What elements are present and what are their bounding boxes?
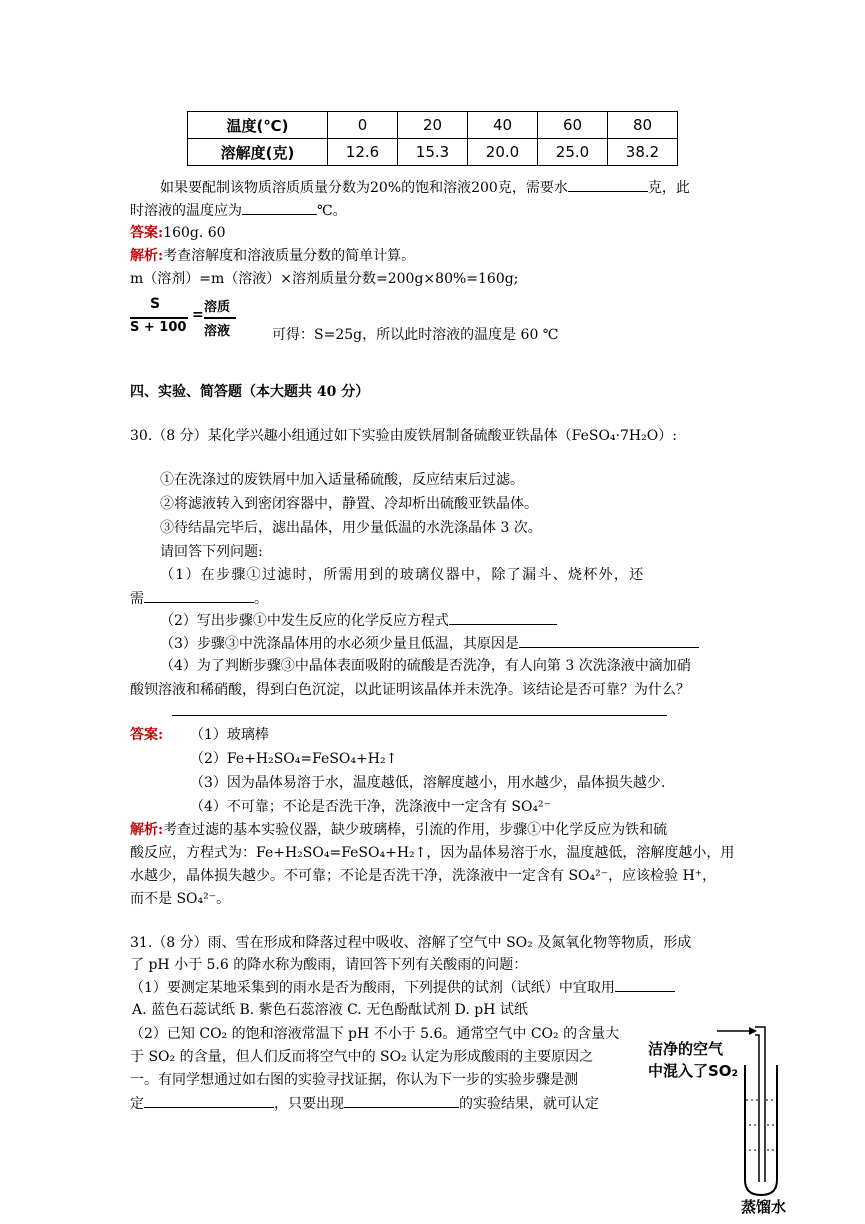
answer-blank[interactable] (568, 177, 648, 192)
frac-numerator-s: S (150, 296, 161, 312)
equals-sign: = (192, 307, 204, 323)
q31-line7: 一。有同学想通过如右图的实验寻找证据，你认为下一步的实验步骤是测 (130, 1072, 578, 1088)
test-tube-apparatus-diagram (645, 1000, 805, 1200)
q30-part2: （2）写出步骤①中发生反应的化学反应方程式 (160, 610, 557, 631)
answer-blank[interactable] (449, 610, 557, 625)
q30-answer-label: 答案: (130, 727, 164, 743)
q29-line2: 时溶液的温度应为 ℃。 (130, 200, 347, 221)
q31-line3: （1）要测定某地采集到的雨水是否为酸雨，下列提供的试剂（试纸）中宜取用 (130, 977, 675, 998)
diagram-label-distilled-water: 蒸馏水 (741, 1198, 787, 1216)
q29-line1: 如果要配制该物质溶质质量分数为20%的饱和溶液200克，需要水 克，此 (160, 177, 690, 198)
q30-analysis-line2: 酸反应，方程式为：Fe+H₂SO₄=FeSO₄+H₂↑，因为晶体易溶于水，温度越低，溶解度越小，用 (130, 845, 735, 861)
solubility-fraction-formula (130, 296, 240, 340)
q30-analysis-line1: 解析:考查过滤的基本实验仪器，缺少玻璃棒，引流的作用，步骤①中化学反应为铁和硫 (130, 822, 668, 838)
answer-blank[interactable] (615, 977, 675, 992)
q30-part3: （3）步骤③中洗涤晶体用的水必须少量且低温，其原因是 (160, 633, 699, 654)
q30-analysis-line3: 水越少，晶体损失越少。不可靠；不论是否洗干净，洗涤液中一定含有 SO₄²⁻，应该检验 H⁺， (130, 868, 717, 884)
experiment-diagram (645, 1000, 805, 1215)
table-cell: 60 (538, 112, 608, 139)
q31-line6: 于 SO₂ 的含量，但人们反而将空气中的 SO₂ 认定为形成酸雨的主要原因之 (130, 1049, 594, 1065)
table-cell: 0 (328, 112, 398, 139)
fraction-bar (204, 317, 236, 319)
table-cell: 20 (398, 112, 468, 139)
q29-conclusion: 可得：S=25g，所以此时溶液的温度是 60 ℃ (272, 327, 559, 343)
q30-answer2: （2）Fe+H₂SO₄=FeSO₄+H₂↑ (190, 751, 398, 767)
q30-part4: （4）为了判断步骤③中晶体表面吸附的硫酸是否洗净，有人向第 3 次洗涤液中滴加硝 (160, 658, 691, 674)
diagram-label-clean-air: 洁净的空气 (648, 1040, 724, 1058)
table-cell: 20.0 (468, 139, 538, 166)
solubility-table (187, 111, 678, 166)
answer-blank[interactable] (242, 200, 317, 215)
answer-blank-line[interactable] (172, 715, 667, 716)
q30-step3: ③待结晶完毕后，滤出晶体，用少量低温的水洗涤晶体 3 次。 (160, 520, 542, 536)
frac-solution: 溶液 (204, 324, 231, 339)
q30-part4-line2: 酸钡溶液和稀硝酸，得到白色沉淀，以此证明该晶体并未洗净。该结论是否可靠？为什么？ (130, 682, 690, 698)
frac-solute: 溶质 (204, 300, 231, 315)
fraction-bar (130, 317, 188, 319)
table-header-solubility: 溶解度(克) (188, 139, 328, 166)
q31-line5: （2）已知 CO₂ 的饱和溶液常温下 pH 不小于 5.6。通常空气中 CO₂ 的含量大 (130, 1026, 620, 1042)
frac-denominator: S + 100 (130, 320, 187, 335)
table-row (188, 112, 678, 139)
answer-blank[interactable] (519, 633, 699, 648)
q30-answer1: （1）玻璃棒 (190, 727, 269, 743)
q31-line1: 31.（8 分）雨、雪在形成和降落过程中吸收、溶解了空气中 SO₂ 及氮氧化物等物质，形成 (130, 935, 692, 951)
q31-line8: 定 ，只要出现 的实验结果，就可认定 (130, 1093, 599, 1114)
q30-step2: ②将滤液转入到密闭容器中，静置、冷却析出硫酸亚铁晶体。 (160, 496, 538, 512)
table-row (188, 139, 678, 166)
table-cell: 12.6 (328, 139, 398, 166)
table-cell: 80 (608, 112, 678, 139)
q30-intro: 30.（8 分）某化学兴趣小组通过如下实验由废铁屑制备硫酸亚铁晶体（FeSO₄·7H₂O）: (130, 428, 677, 444)
q30-answer4: （4）不可靠；不论是否洗干净，洗涤液中一定含有 SO₄²⁻ (190, 799, 552, 815)
q29-formula: m（溶剂）=m（溶液）×溶剂质量分数=200g×80%=160g; (130, 271, 519, 287)
q31-line2: 了 pH 小于 5.6 的降水称为酸雨，请回答下列有关酸雨的问题： (130, 957, 528, 973)
table-cell: 25.0 (538, 139, 608, 166)
q30-step1: ①在洗涤过的废铁屑中加入适量稀硫酸，反应结束后过滤。 (160, 472, 524, 488)
table-cell: 38.2 (608, 139, 678, 166)
q30-part1: （1）在步骤①过滤时，所需用到的玻璃仪器中，除了漏斗、烧杯外，还 (160, 567, 645, 583)
table-cell: 40 (468, 112, 538, 139)
q29-answer: 答案:160g. 60 (130, 225, 226, 241)
answer-blank[interactable] (344, 1093, 459, 1108)
table-cell: 15.3 (398, 139, 468, 166)
q31-options: A. 蓝色石蕊试纸 B. 紫色石蕊溶液 C. 无色酚酞试剂 D. pH 试纸 (132, 1002, 528, 1018)
q30-prompt: 请回答下列问题: (160, 544, 263, 560)
section-title: 四、实验、简答题（本大题共 40 分） (130, 384, 370, 400)
q30-answer3: （3）因为晶体易溶于水，温度越低，溶解度越小，用水越少，晶体损失越少. (190, 775, 666, 791)
answer-blank[interactable] (144, 1093, 274, 1108)
q30-part1-line2: 需 。 (130, 588, 268, 609)
q30-analysis-line4: 而不是 SO₄²⁻。 (130, 891, 231, 907)
answer-blank[interactable] (144, 588, 254, 603)
diagram-label-so2: 中混入了SO₂ (648, 1062, 739, 1080)
table-header-temperature: 温度(℃) (188, 112, 328, 139)
q29-analysis: 解析:考查溶解度和溶液质量分数的简单计算。 (130, 248, 416, 264)
